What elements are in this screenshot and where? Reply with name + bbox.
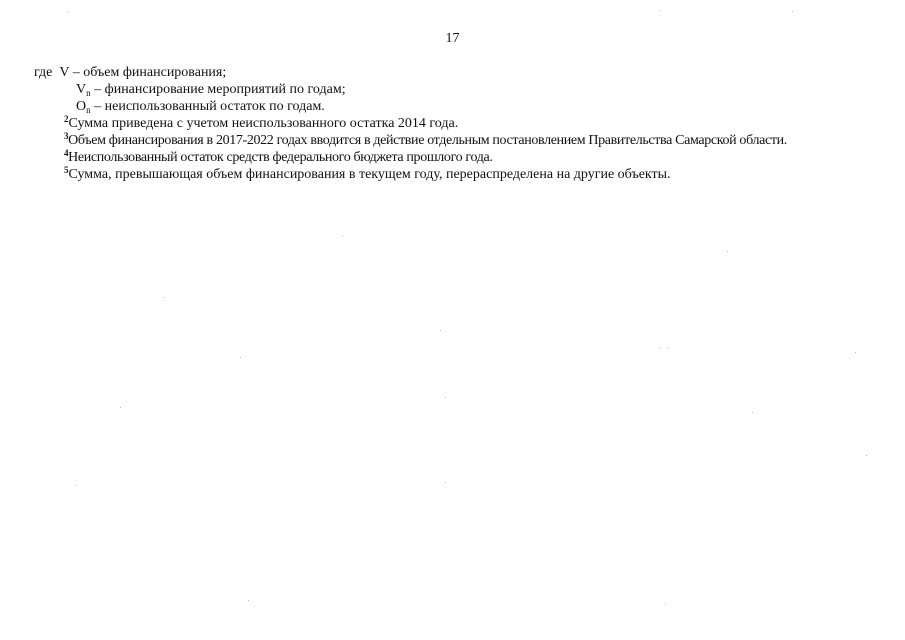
v-text: – объем финансирования; <box>69 65 227 80</box>
scan-speck <box>659 10 660 11</box>
vn-text: – финансирование мероприятий по годам; <box>90 82 346 97</box>
page-number: 17 <box>445 31 460 46</box>
scan-speck <box>248 600 249 601</box>
vn-subscript: n <box>86 88 91 98</box>
scan-speck <box>120 407 121 408</box>
scan-speck <box>665 603 666 604</box>
footnote-text: Объем финансирования в 2017-2022 годах вводится в действие отдельным постановлением Правительства Самарской области. <box>68 133 787 148</box>
on-text: – неиспользованный остаток по годам. <box>90 99 325 114</box>
scan-speck <box>792 11 793 12</box>
scan-speck <box>440 330 441 331</box>
scan-speck <box>445 397 446 398</box>
footnote-mark: 2 <box>64 114 69 124</box>
scan-speck <box>752 412 753 413</box>
footnote-mark: 5 <box>64 165 69 175</box>
footnote-text: Сумма приведена с учетом неиспользованного остатка 2014 года. <box>68 116 459 131</box>
scan-speck <box>727 251 728 252</box>
scan-speck <box>866 455 867 456</box>
legend-line-vn <box>76 82 346 98</box>
footnote-mark: 4 <box>64 148 69 158</box>
scan-speck <box>659 347 660 348</box>
scan-speck <box>855 352 856 353</box>
scan-speck <box>67 12 68 13</box>
footnote-mark: 3 <box>64 131 69 141</box>
scan-speck <box>342 236 343 237</box>
footnote-2 <box>64 116 458 132</box>
scan-speck <box>240 357 241 358</box>
footnote-text: Сумма, превышающая объем финансирования в текущем году, перераспределена на другие объекты. <box>68 167 671 182</box>
on-subscript: n <box>86 105 91 115</box>
footnote-5 <box>64 167 671 183</box>
scan-speck <box>164 297 165 298</box>
where-word: где <box>34 65 53 80</box>
footnote-3 <box>64 133 787 149</box>
legend-line-v <box>34 65 226 81</box>
scan-speck <box>667 347 668 348</box>
legend-line-on <box>76 99 325 115</box>
on-symbol: O <box>76 99 87 114</box>
v-symbol: V <box>59 65 70 80</box>
footnote-4 <box>64 150 493 166</box>
footnote-text: Неиспользованный остаток средств федерального бюджета прошлого года. <box>68 150 493 165</box>
vn-symbol: V <box>76 82 87 97</box>
scan-speck <box>445 482 446 483</box>
scan-speck <box>76 485 77 486</box>
